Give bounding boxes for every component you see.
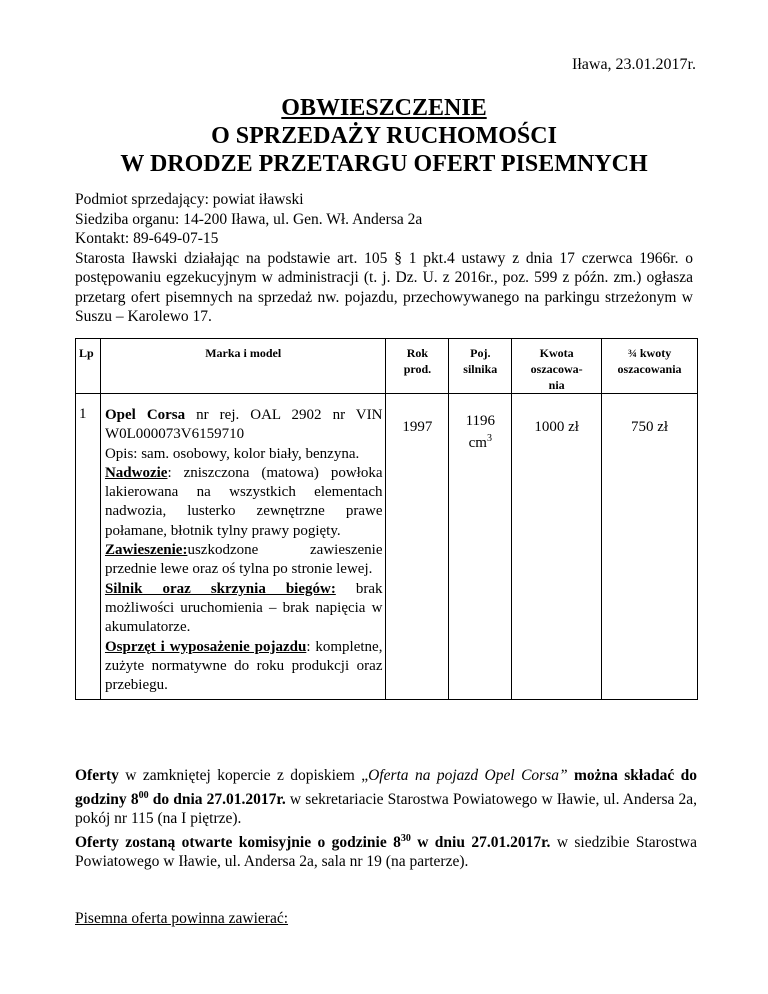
seat-line: Siedziba organu: 14-200 Iława, ul. Gen. Wł. Andersa 2a [75, 210, 423, 228]
vehicle-table [75, 338, 698, 700]
written-offer-heading: Pisemna oferta powinna zawierać: [75, 910, 289, 927]
header-value [512, 339, 602, 394]
header-three-quarter-line-2: oszacowania [617, 362, 682, 376]
header-value-line-3: nia [548, 378, 565, 392]
offers-bold-b: można składać do godziny 8 [75, 767, 697, 808]
title-line-3: W DRODZE PRZETARGU OFERT PISEMNYCH [120, 151, 648, 177]
offers-paragraph-1 [75, 766, 697, 829]
zawieszenie-label: Zawieszenie: [104, 542, 188, 559]
engine-value: 1196 [465, 413, 496, 429]
header-value-line-2: oszacowa- [530, 362, 583, 376]
vehicle-model-name: Opel Corsa [104, 407, 186, 423]
title-line-1: OBWIESZCZENIE [281, 95, 487, 121]
nadwozie-label: Nadwozie [104, 464, 168, 481]
offers-text-a: w zamkniętej kopercie z dopiskiem „ [118, 767, 369, 784]
engine-unit-sup: 3 [486, 433, 492, 444]
vehicle-registration: nr rej. OAL 2902 nr VIN W0L000073V6159710 [104, 407, 383, 443]
silnik-text: brak możliwości uruchomienia – brak napięcia w akumulatorze. [104, 580, 383, 636]
vehicle-zawieszenie [105, 541, 383, 580]
vehicle-nadwozie [105, 464, 383, 541]
title-line-2: O SPRZEDAŻY RUCHOMOŚCI [211, 123, 557, 149]
header-engine-line-2: silnika [463, 362, 498, 376]
header-three-quarter [602, 339, 698, 394]
document-title [0, 94, 768, 178]
vehicle-model [105, 406, 383, 445]
offers-paragraph-2 [75, 829, 697, 872]
osprzet-label: Osprzęt i wyposażenie pojazdu [104, 638, 307, 655]
offers-bold-c: do dnia 27.01.2017r. [148, 790, 286, 808]
header-year [386, 339, 449, 394]
row-description [100, 394, 386, 700]
opening-sup: 30 [400, 832, 411, 844]
offers-section [75, 766, 697, 872]
header-model: Marka i model [100, 339, 386, 394]
row-value: 1000 zł [512, 394, 602, 700]
engine-unit-line [449, 430, 511, 452]
offers-bold-a: Oferty [75, 767, 119, 784]
header-engine-line-1: Poj. [470, 346, 491, 360]
zawieszenie-text: uszkodzone zawieszenie przednie lewe oraz oś tylna po stronie lewej. [104, 542, 383, 578]
offers-sup: 00 [138, 789, 149, 801]
table-header-row [76, 339, 698, 394]
header-year-line-2: prod. [403, 362, 432, 376]
opening-bold-a: Oferty zostaną otwarte komisyjnie o godzinie 8 [75, 833, 401, 851]
intro-section [75, 190, 693, 327]
row-three-quarter: 750 zł [602, 394, 698, 700]
announcement-paragraph: Starosta Iławski działając na podstawie art. 105 § 1 pkt.4 ustawy z dnia 17 czerwca 1966r. o postępowaniu egzekucyjnym w administracji (t. j. Dz. U. z 2016r., poz. 599 z późn. zm.) ogłasza przetarg ofert pisemnych na sprzedaż nw. pojazdu, przechowywanego na parkingu strzeżonym w Suszu – Karolewo 17. [75, 249, 693, 325]
nadwozie-text: : zniszczona (matowa) powłoka lakierowana na wszystkich elementach nadwozia, lusterko zewnętrzne prawe połamane, błotnik tylny prawy pogięty. [104, 464, 383, 539]
row-lp: 1 [76, 394, 101, 700]
osprzet-text: : kompletne, zużyte normatywne do roku produkcji oraz przebiegu. [104, 638, 383, 694]
offers-text-b: w sekretariacie Starostwa Powiatowego w Iławie, ul. Andersa 2a, pokój nr 115 (na I piętrze). [75, 790, 698, 827]
vehicle-silnik [105, 580, 383, 638]
table-row [76, 394, 698, 700]
seller-line: Podmiot sprzedający: powiat iławski [75, 191, 304, 208]
opening-bold-b: w dniu 27.01.2017r. [410, 833, 551, 851]
engine-unit: cm [468, 435, 487, 451]
header-engine [449, 339, 512, 394]
offers-italic: Oferta na pojazd Opel Corsa” [368, 767, 568, 784]
header-lp: Lp [76, 339, 101, 394]
vehicle-opis: Opis: sam. osobowy, kolor biały, benzyna. [104, 445, 360, 462]
row-engine [449, 394, 512, 700]
vehicle-osprzet [105, 638, 383, 696]
contact-line: Kontakt: 89-649-07-15 [75, 230, 219, 247]
opening-text: w siedzibie Starostwa Powiatowego w Iławie, ul. Andersa 2a, sala nr 19 (na parterze). [75, 833, 697, 870]
document-date: Iława, 23.01.2017r. [572, 56, 696, 73]
row-year: 1997 [386, 394, 449, 700]
silnik-label: Silnik oraz skrzynia biegów: [104, 580, 336, 597]
header-three-quarter-line-1: ¾ kwoty [627, 346, 672, 360]
header-value-line-1: Kwota [539, 346, 574, 360]
header-year-line-1: Rok [406, 346, 429, 360]
